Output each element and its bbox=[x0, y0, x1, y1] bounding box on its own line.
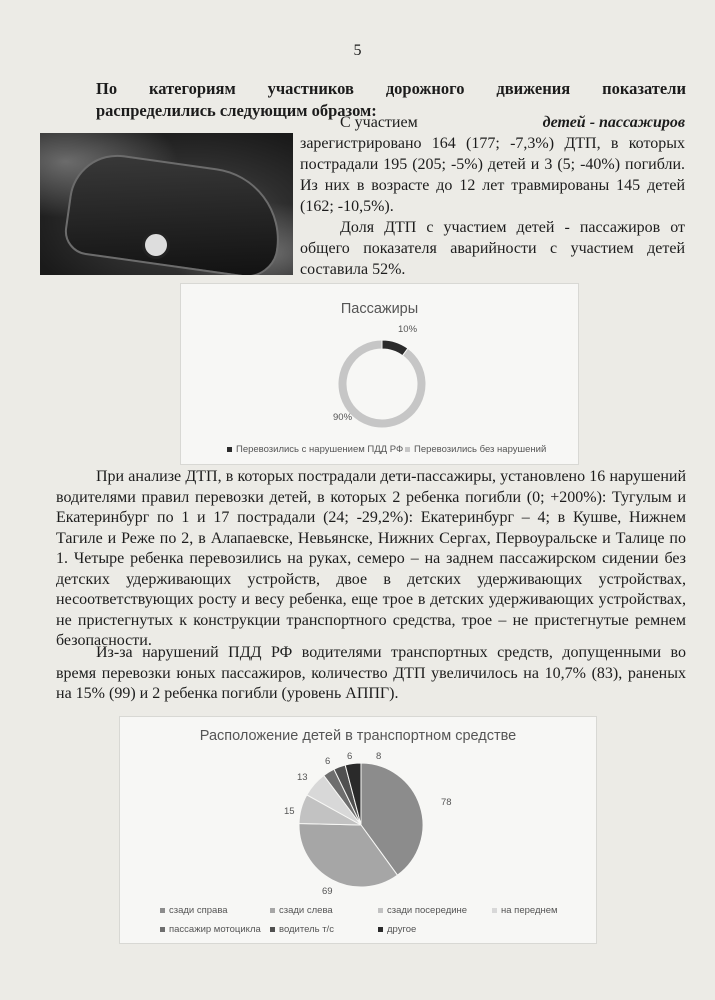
legend-swatch bbox=[378, 927, 383, 932]
paragraph-results bbox=[56, 643, 686, 705]
legend-item bbox=[160, 924, 261, 935]
chart-title: Расположение детей в транспортном средстве bbox=[199, 728, 517, 744]
car-seat-photo bbox=[40, 133, 293, 275]
heading-word: категориям bbox=[149, 79, 236, 98]
legend-swatch bbox=[492, 908, 497, 913]
legend-item bbox=[270, 905, 333, 916]
legend-label: другое bbox=[387, 924, 417, 935]
slice-label: 10% bbox=[398, 324, 418, 335]
slice-label: 15 bbox=[284, 806, 295, 817]
legend-item bbox=[405, 444, 546, 455]
chart-title: Пассажиры bbox=[340, 301, 419, 317]
lead-start: С участием bbox=[340, 114, 418, 131]
seat-position-chart bbox=[119, 716, 597, 944]
lead-rest: зарегистрировано 164 (177; -7,3%) ДТП, в которых пострадали 195 (205; -5%) детей и 3 (5; -40%) погибли. Из них в возрасте до 12 лет травмированы 145 детей (162; -10,5%). bbox=[300, 135, 685, 215]
legend-swatch bbox=[160, 908, 165, 913]
heading-word: участников bbox=[267, 79, 354, 98]
legend-swatch bbox=[378, 908, 383, 913]
heading-line-1 bbox=[96, 78, 686, 100]
wheel-shape bbox=[142, 231, 170, 259]
lead-share: Доля ДТП с участием детей - пассажиров от общего показателя аварийности с участием детей составила 52%. bbox=[300, 219, 685, 278]
legend-item bbox=[227, 444, 403, 455]
slice-label: 6 bbox=[347, 751, 353, 762]
legend-item bbox=[378, 905, 467, 916]
heading-word: дорожного bbox=[385, 79, 465, 98]
legend-label: водитель т/с bbox=[279, 924, 334, 935]
legend-item bbox=[270, 924, 334, 935]
legend-swatch bbox=[270, 908, 275, 913]
slice-label: 90% bbox=[333, 412, 353, 423]
slice-label: 6 bbox=[325, 756, 331, 767]
lead-first-line bbox=[300, 112, 685, 133]
page-number: 5 bbox=[353, 42, 362, 59]
donut-svg bbox=[181, 284, 578, 464]
slice-label: 13 bbox=[297, 772, 308, 783]
legend-label: сзади слева bbox=[279, 905, 333, 916]
paragraph-violations bbox=[56, 467, 686, 652]
legend-item bbox=[160, 905, 228, 916]
legend-label: сзади справа bbox=[169, 905, 228, 916]
legend-label: пассажир мотоцикла bbox=[169, 924, 261, 935]
slice-label: 78 bbox=[441, 797, 452, 808]
heading-word: По bbox=[96, 79, 118, 98]
slice-label: 69 bbox=[322, 886, 333, 897]
legend-label: на переднем bbox=[501, 905, 558, 916]
heading-word: движения bbox=[496, 79, 571, 98]
violations-text: При анализе ДТП, в которых пострадали дети-пассажиры, установлено 16 нарушений водителями правил перевозки детей, в которых 2 ребенка погибли (0; +200%): Тугулым и Екатеринбург по 1 и 17 пострадали (24; -29,2%): Екатеринбург – 4; в Кушве, Нижнем Тагиле и Реже по 2, в Алапаевске, Невьянске, Нижних Сергах, Первоуральске и Талице по 1. Четыре ребенка перевозились на руках, семеро – на заднем пассажирском сидении без детских удерживающих устройств, двое в детских удерживающих устройствах, несоответствующих росту и весу ребенка, еще трое в детских удерживающих устройствах, не пристегнутых к конструкции транспортного средства, трое – не пристегнутые ремнем безопасности. bbox=[56, 468, 686, 649]
legend-swatch bbox=[160, 927, 165, 932]
passengers-chart bbox=[180, 283, 579, 465]
legend-label: сзади посередине bbox=[387, 905, 468, 916]
results-text: Из-за нарушений ПДД РФ водителями транспортных средств, допущенными во время перевозки юных пассажиров, количество ДТП увеличилось на 10,7% (83), раненых на 15% (99) и 2 ребенка погибли (уровень АППГ). bbox=[56, 644, 686, 702]
slice-label: 8 bbox=[376, 751, 382, 762]
lead-text bbox=[300, 112, 685, 280]
legend-swatch bbox=[405, 447, 410, 452]
legend-item bbox=[378, 924, 416, 935]
heading-word: показатели bbox=[602, 79, 686, 98]
legend-swatch bbox=[270, 927, 275, 932]
lead-emphasis: детей - пассажиров bbox=[542, 114, 685, 131]
legend-item bbox=[492, 905, 558, 916]
heading-line-2: распределились следующим образом: bbox=[96, 101, 377, 120]
legend-swatch bbox=[227, 447, 232, 452]
legend-label: Перевозились с нарушением ПДД РФ bbox=[236, 444, 404, 455]
legend-label: Перевозились без нарушений bbox=[414, 444, 547, 455]
